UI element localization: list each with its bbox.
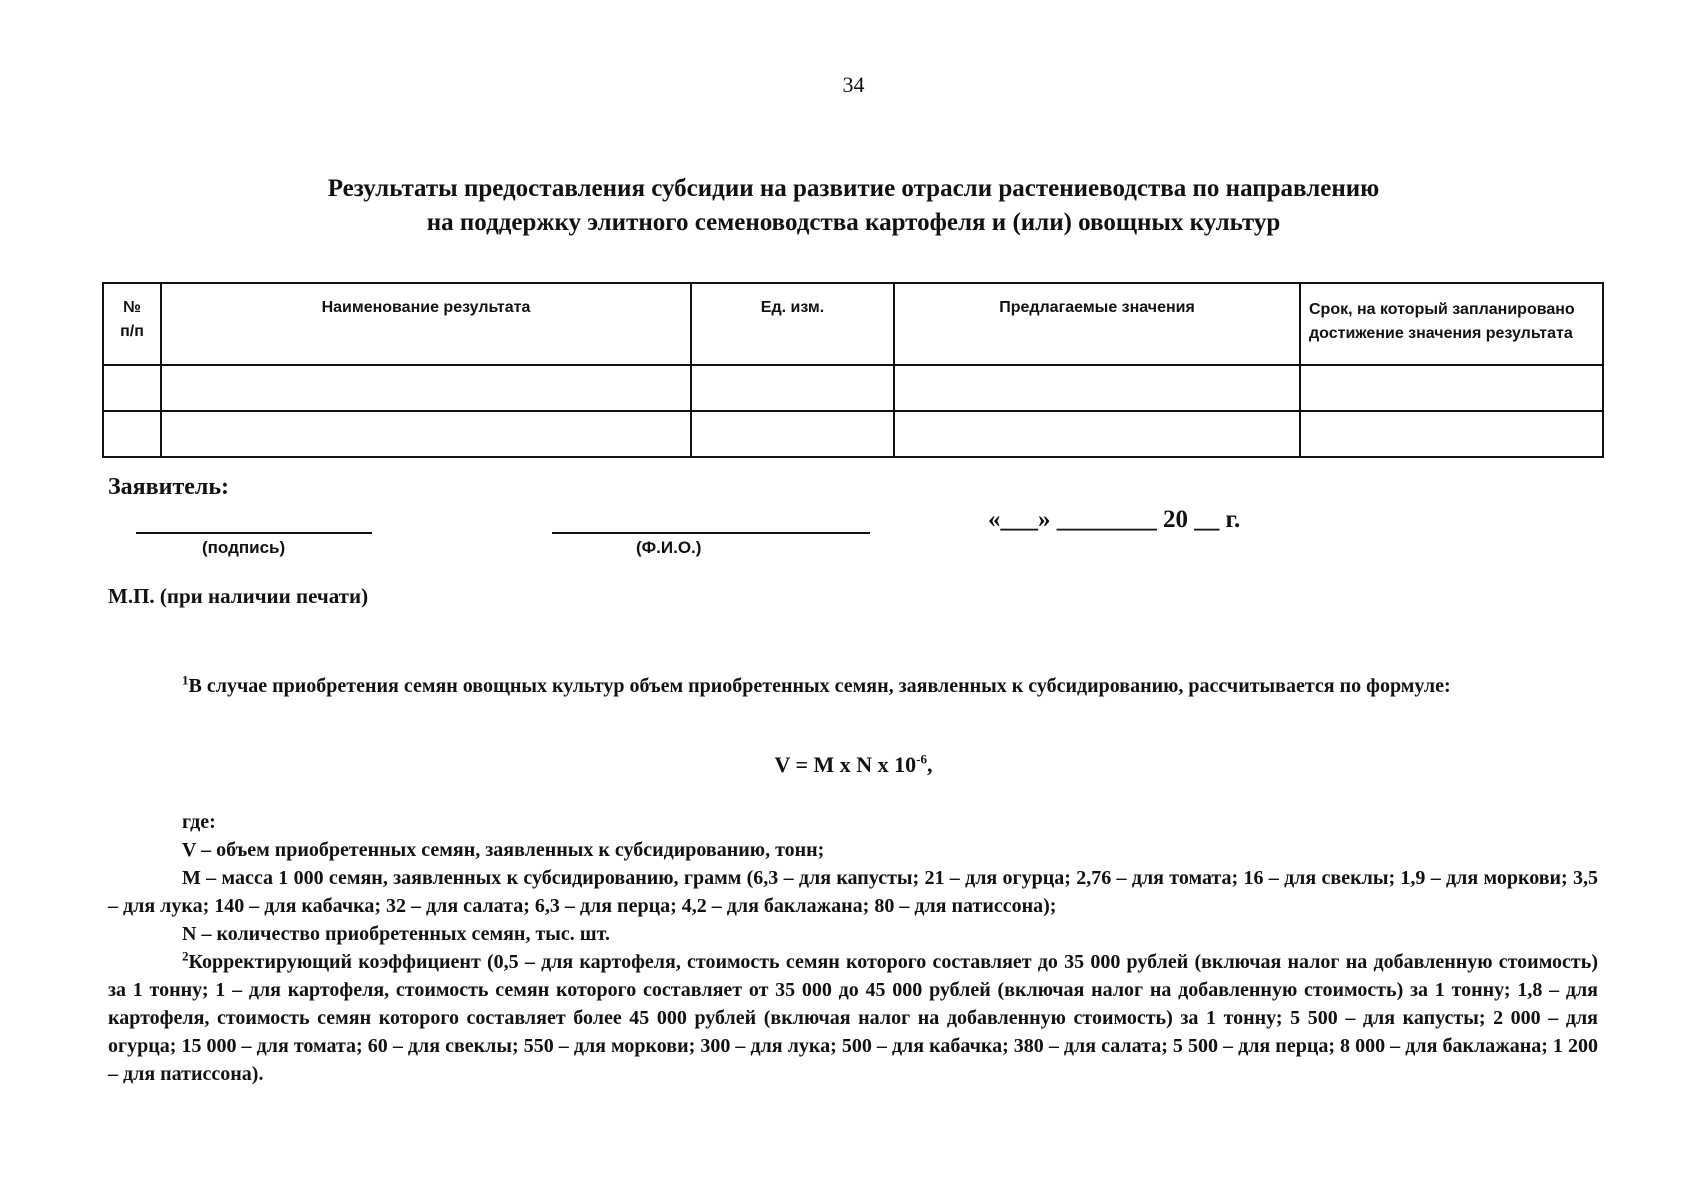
page-number: 34 [842,72,865,97]
table-cell[interactable] [161,365,691,411]
table-cell[interactable] [103,411,161,457]
table-cell[interactable] [691,365,894,411]
formula-exponent: -6 [916,751,928,767]
header-proposed-values: Предлагаемые значения [894,283,1300,365]
formula-legend [108,808,1598,1088]
table-cell[interactable] [103,365,161,411]
page-title [0,172,1707,240]
date-year: 20 [1163,506,1188,533]
date-month: ________ [1056,506,1157,533]
signature-caption: (подпись) [202,538,286,557]
date-day: «___» [988,506,1051,533]
table-cell[interactable] [691,411,894,457]
footnote-2-marker: 2 [182,948,189,964]
header-number-sign: № [123,299,141,316]
date-year-blank: __ [1194,506,1220,533]
where-label: где: [182,811,216,833]
header-result-name: Наименование результата [161,283,691,365]
date-field[interactable] [988,506,1240,534]
formula-base: V = M x N x 10 [774,752,917,777]
formula [0,752,1707,778]
formula-suffix: , [927,752,933,777]
results-table [102,282,1604,458]
table-header-row [103,283,1603,365]
full-name-caption: (Ф.И.О.) [636,538,702,557]
applicant-label: Заявитель: [108,474,230,500]
header-deadline [1300,283,1603,365]
signature-line[interactable] [136,532,372,534]
header-deadline-line-2: достижение значения результата [1309,325,1573,342]
footnote-1 [108,672,1598,700]
table-row [103,411,1603,457]
table-cell[interactable] [1300,411,1603,457]
table-cell[interactable] [1300,365,1603,411]
stamp-note: М.П. (при наличии печати) [108,584,369,608]
header-deadline-line-1: Срок, на который запланировано [1309,301,1575,318]
footnote-2-text: Корректирующий коэффициент (0,5 – для картофеля, стоимость семян которого составляет до 35 000 рублей (включая налог на добавленную стоимость) за 1 тонну; 1 – для картофеля, стоимость семян которого составляет от 35 000 до 45 000 рублей (включая налог на добавленную стоимость) за 1 тонну; 1,8 – для картофеля, стоимость семян которого составляет более 45 000 рублей (включая налог на добавленную стоимость) за 1 тонну; 5 500 – для капусты; 2 000 – для огурца; 15 000 – для томата; 60 – для свеклы; 550 – для моркови; 300 – для лука; 500 – для кабачка; 380 – для салата; 5 500 – для перца; 8 000 – для баклажана; 1 200 – для патиссона). [108,951,1598,1085]
header-number-abbr: п/п [120,323,144,340]
table-cell[interactable] [894,411,1300,457]
title-line-2: на поддержку элитного семеноводства картофеля и (или) овощных культур [426,209,1281,236]
where-v: V – объем приобретенных семян, заявленных к субсидированию, тонн; [182,839,825,861]
table-cell[interactable] [161,411,691,457]
where-m: M – масса 1 000 семян, заявленных к субсидированию, грамм (6,3 – для капусты; 21 – для огурца; 2,76 – для томата; 16 – для свеклы; 1,9 – для моркови; 3,5 – для лука; 140 – для кабачка; 32 – для салата; 6,3 – для перца; 4,2 – для баклажана; 80 – для патиссона); [108,867,1598,917]
footnote-1-marker: 1 [182,672,189,688]
table-row [103,365,1603,411]
date-suffix: г. [1225,506,1241,533]
where-n: N – количество приобретенных семян, тыс. шт. [182,923,610,945]
full-name-line[interactable] [552,532,870,534]
footnote-2 [108,948,1598,1088]
footnote-1-text: В случае приобретения семян овощных культур объем приобретенных семян, заявленных к субсидированию, рассчитывается по формуле: [188,675,1451,697]
header-unit: Ед. изм. [691,283,894,365]
title-line-1: Результаты предоставления субсидии на развитие отрасли растениеводства по направлению [327,175,1380,202]
table-cell[interactable] [894,365,1300,411]
header-number [103,283,161,365]
